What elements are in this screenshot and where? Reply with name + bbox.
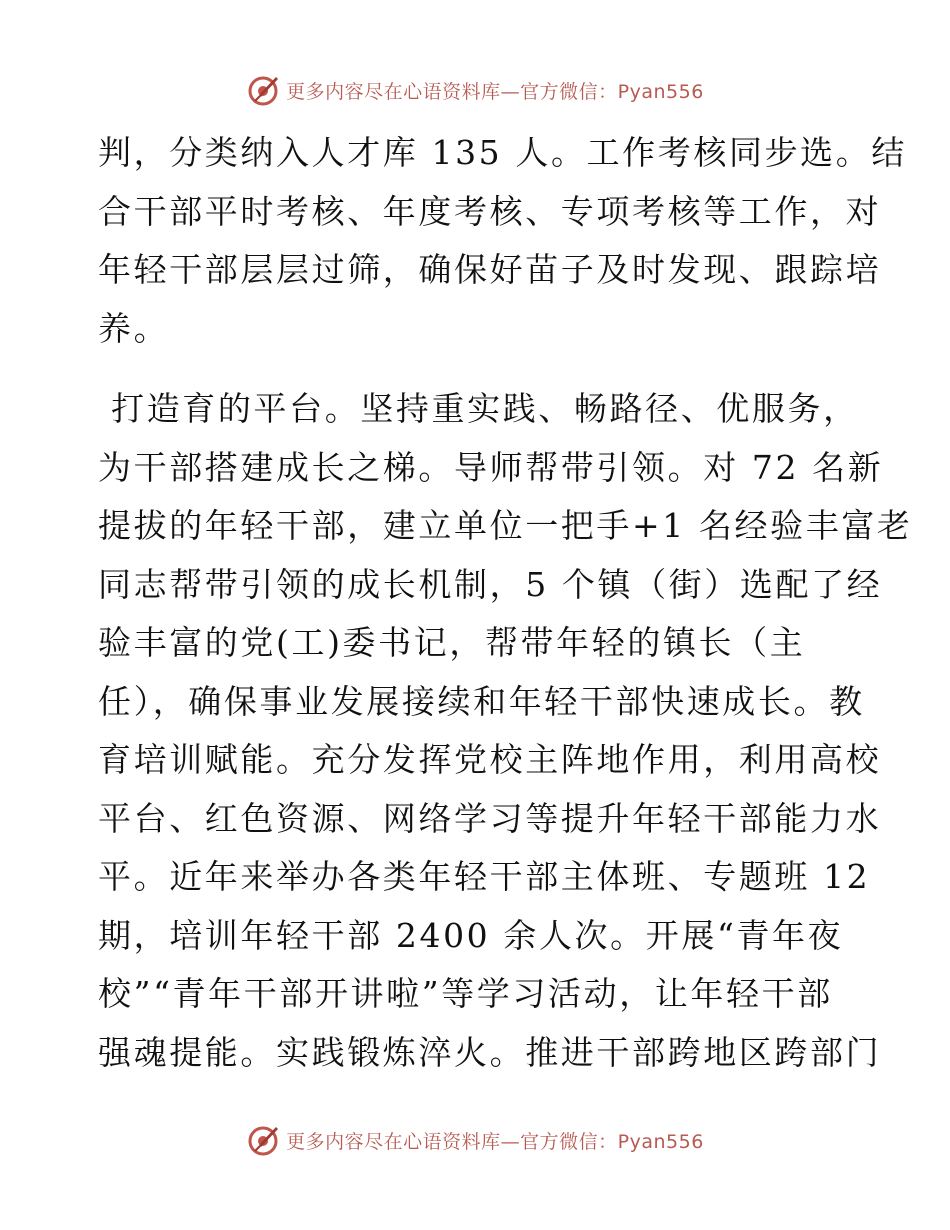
paragraph-2 [98, 380, 913, 1082]
footer-watermark-text: 更多内容尽在心语资料库—官方微信：Pyan556 [286, 1130, 704, 1153]
quill-logo-icon [246, 73, 280, 107]
header-watermark-text: 更多内容尽在心语资料库—官方微信：Pyan556 [286, 80, 704, 103]
header-watermark [0, 70, 950, 110]
text-line: 打造育的平台。坚持重实践、畅路径、优服务， [98, 389, 859, 428]
text-line: 育培训赋能。充分发挥党校主阵地作用，利用高校 [98, 740, 882, 779]
text-line: 养。 [98, 308, 170, 348]
text-line: 同志帮带引领的成长机制，5 个镇（街）选配了经 [98, 564, 883, 604]
text-line: 合干部平时考核、年度考核、专项考核等工作，对 [98, 191, 882, 231]
text-line: 判，分类纳入人才库 135 人。工作考核同步选。结 [98, 133, 907, 172]
text-line: 平。近年来举办各类年轻干部主体班、专题班 12 [98, 857, 871, 896]
text-line: 提拔的年轻干部，建立单位一把手+1 名经验丰富老 [98, 506, 913, 545]
text-line: 为干部搭建成长之梯。导师帮带引领。对 72 名新 [98, 447, 884, 487]
text-line: 校”“青年干部开讲啦”等学习活动，让年轻干部 [98, 974, 833, 1013]
paragraph-1 [98, 124, 907, 358]
text-line: 验丰富的党(工)委书记，帮带年轻的镇长（主 [98, 623, 806, 662]
text-line: 期，培训年轻干部 2400 余人次。开展“青年夜 [98, 915, 844, 955]
quill-logo-icon [246, 1123, 280, 1157]
document-body [98, 124, 913, 1082]
text-line: 任），确保事业发展接续和年轻干部快速成长。教 [98, 681, 865, 721]
text-line: 年轻干部层层过筛，确保好苗子及时发现、跟踪培 [98, 250, 882, 289]
text-line: 强魂提能。实践锻炼淬火。推进干部跨地区跨部门 [98, 1032, 882, 1072]
text-line: 平台、红色资源、网络学习等提升年轻干部能力水 [98, 798, 882, 838]
footer-watermark [0, 1120, 950, 1160]
